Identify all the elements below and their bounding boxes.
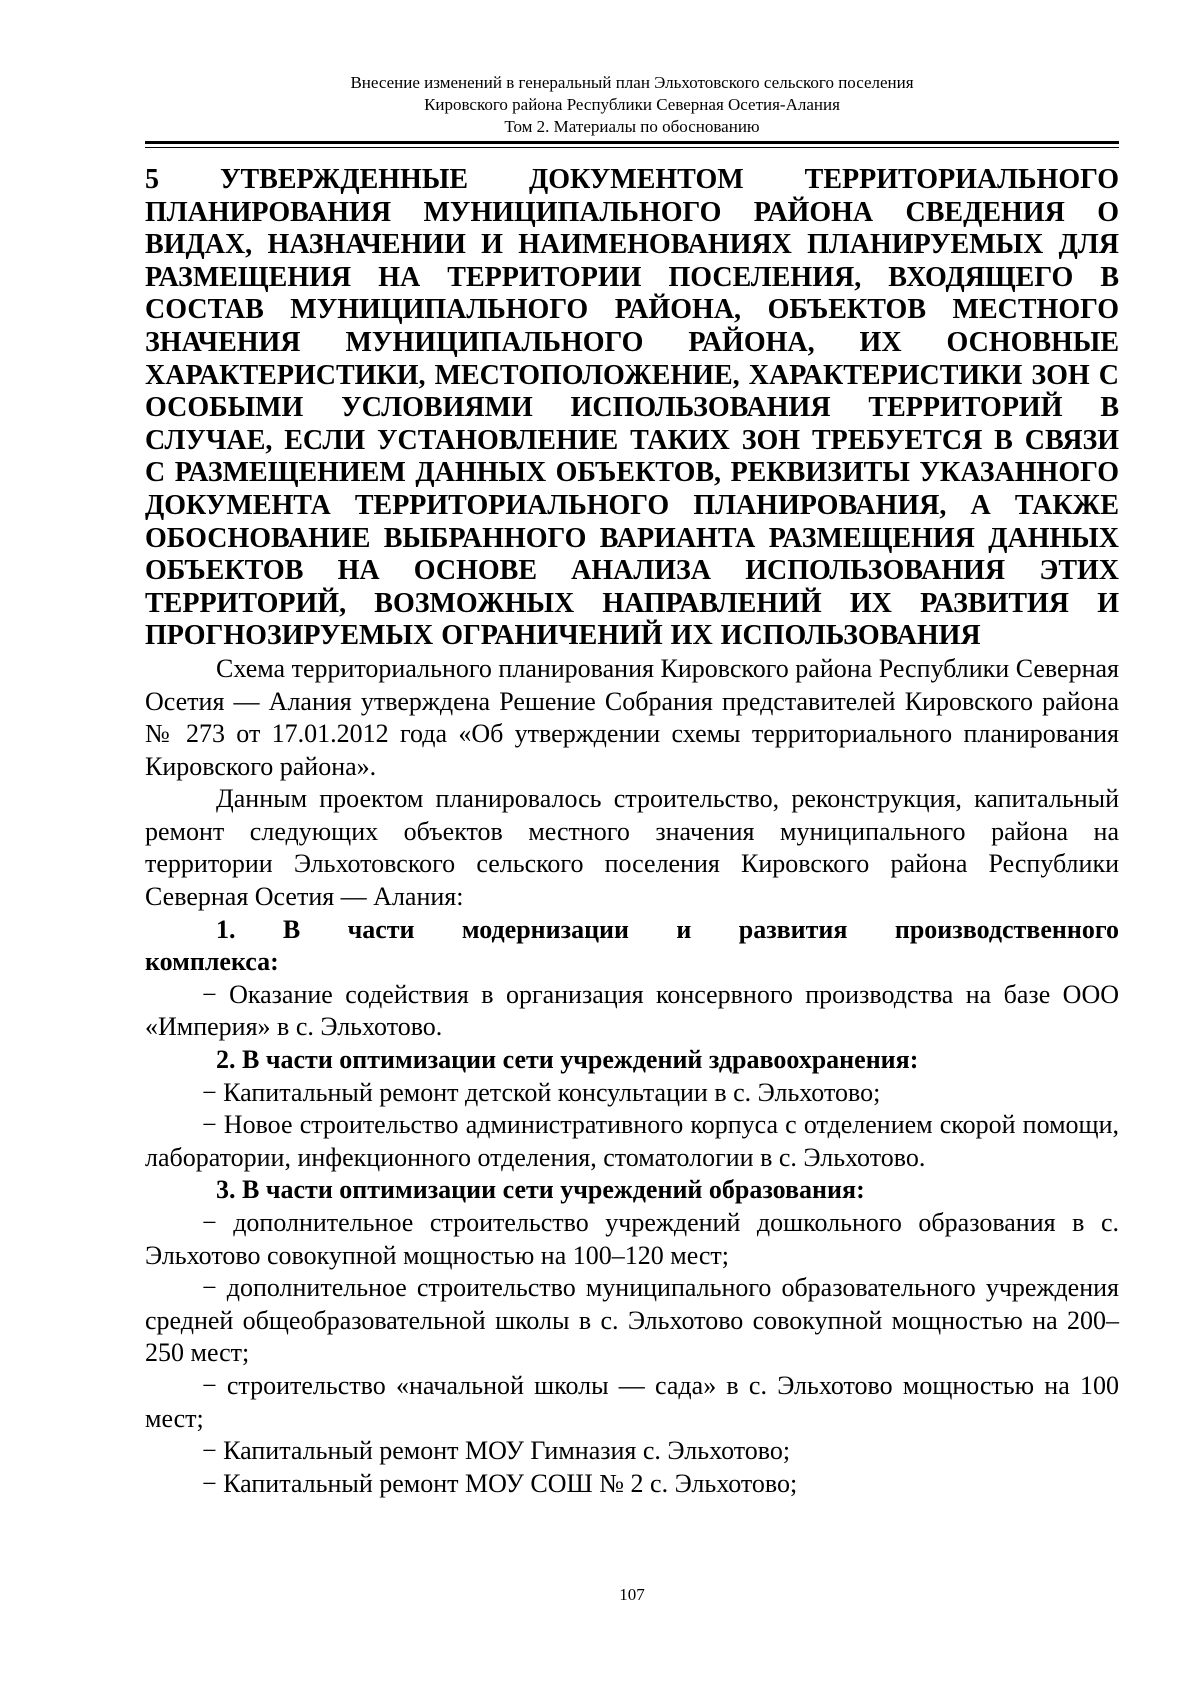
section-heading: 5 УТВЕРЖДЕННЫЕ ДОКУМЕНТОМ ТЕРРИТОРИАЛЬНОГО ПЛАНИРОВАНИЯ МУНИЦИПАЛЬНОГО РАЙОНА СВЕДЕНИЯ О ВИДАХ, НАЗНАЧЕНИИ И НАИМЕНОВАНИЯХ ПЛАНИРУЕМЫХ ДЛЯ РАЗМЕЩЕНИЯ НА ТЕРРИТОРИИ ПОСЕЛЕНИЯ, ВХОДЯЩЕГО В СОСТАВ МУНИЦИПАЛЬНОГО РАЙОНА, ОБЪЕКТОВ МЕСТНОГО ЗНАЧЕНИЯ МУНИЦИПАЛЬНОГО РАЙОНА, ИХ ОСНОВНЫЕ ХАРАКТЕРИСТИКИ, МЕСТОПОЛОЖЕНИЕ, ХАРАКТЕРИСТИКИ ЗОН С ОСОБЫМИ УСЛОВИЯМИ ИСПОЛЬЗОВАНИЯ ТЕРРИТОРИЙ В СЛУЧАЕ, ЕСЛИ УСТАНОВЛЕНИЕ ТАКИХ ЗОН ТРЕБУЕТСЯ В СВЯЗИ С РАЗМЕЩЕНИЕМ ДАННЫХ ОБЪЕКТОВ, РЕКВИЗИТЫ УКАЗАННОГО ДОКУМЕНТА ТЕРРИТОРИАЛЬНОГО ПЛАНИРОВАНИЯ, А ТАКЖЕ ОБОСНОВАНИЕ ВЫБРАННОГО ВАРИАНТА РАЗМЕЩЕНИЯ ДАННЫХ ОБЪЕКТОВ НА ОСНОВЕ АНАЛИЗА ИСПОЛЬЗОВАНИЯ ЭТИХ ТЕРРИТОРИЙ, ВОЗМОЖНЫХ НАПРАВЛЕНИЙ ИХ РАЗВИТИЯ И ПРОГНОЗИРУЕМЫХ ОГРАНИЧЕНИЙ ИХ ИСПОЛЬЗОВАНИЯ [145,164,1119,652]
page-number: 107 [619,1585,645,1604]
list-item: − Капитальный ремонт МОУ СОШ № 2 с. Эльхотово; [202,1468,798,1498]
subheading-education: 3. В части оптимизации сети учреждений образования: [216,1175,865,1205]
list-item: − дополнительное строительство муниципального образовательного учреждения средней общеобразовательной школы в с. Эльхотово совокупной мощностью на 200–250 мест; [145,1273,1119,1368]
paragraph-planned-objects: Данным проектом планировалось строительство, реконструкция, капитальный ремонт следующих объектов местного значения муниципального района на территории Эльхотовского сельского поселения Кировского района Республики Северная Осетия — Алания: [145,784,1119,912]
list-item: − Новое строительство административного корпуса с отделением скорой помощи, лаборатории, инфекционного отделения, стоматологии в с. Эльхотово. [145,1110,1119,1172]
list-item: − Капитальный ремонт детской консультации в с. Эльхотово; [202,1077,881,1107]
list-item: − дополнительное строительство учреждений дошкольного образования в с. Эльхотово совокупной мощностью на 100–120 мест; [145,1208,1119,1270]
header-line-1: Внесение изменений в генеральный план Эльхотовского сельского поселения [350,73,914,92]
body-text [145,653,1119,1500]
subheading-healthcare: 2. В части оптимизации сети учреждений здравоохранения: [216,1045,919,1075]
header-line-2: Кировского района Республики Северная Осетия-Алания [424,95,840,114]
subheading-production: 1. В части модернизации и развития производственного комплекса: [145,914,1119,977]
paragraph-scheme-approval: Схема территориального планирования Кировского района Республики Северная Осетия — Алания утверждена Решение Собрания представителей Кировского района № 273 от 17.01.2012 года «Об утверждении схемы территориального планирования Кировского района». [145,653,1119,781]
list-item: − строительство «начальной школы — сада» в с. Эльхотово мощностью на 100 мест; [145,1370,1119,1433]
header-rule-thin [145,147,1119,148]
page-body [145,164,1119,1500]
list-item: − Капитальный ремонт МОУ Гимназия с. Эльхотово; [202,1436,791,1466]
header-line-3: Том 2. Материалы по обоснованию [504,117,760,136]
list-item: − Оказание содействия в организация консервного производства на базе ООО «Империя» в с. Эльхотово. [145,979,1119,1042]
document-page [145,0,1119,1697]
running-header [145,72,1119,138]
header-rule-thick [145,141,1119,144]
